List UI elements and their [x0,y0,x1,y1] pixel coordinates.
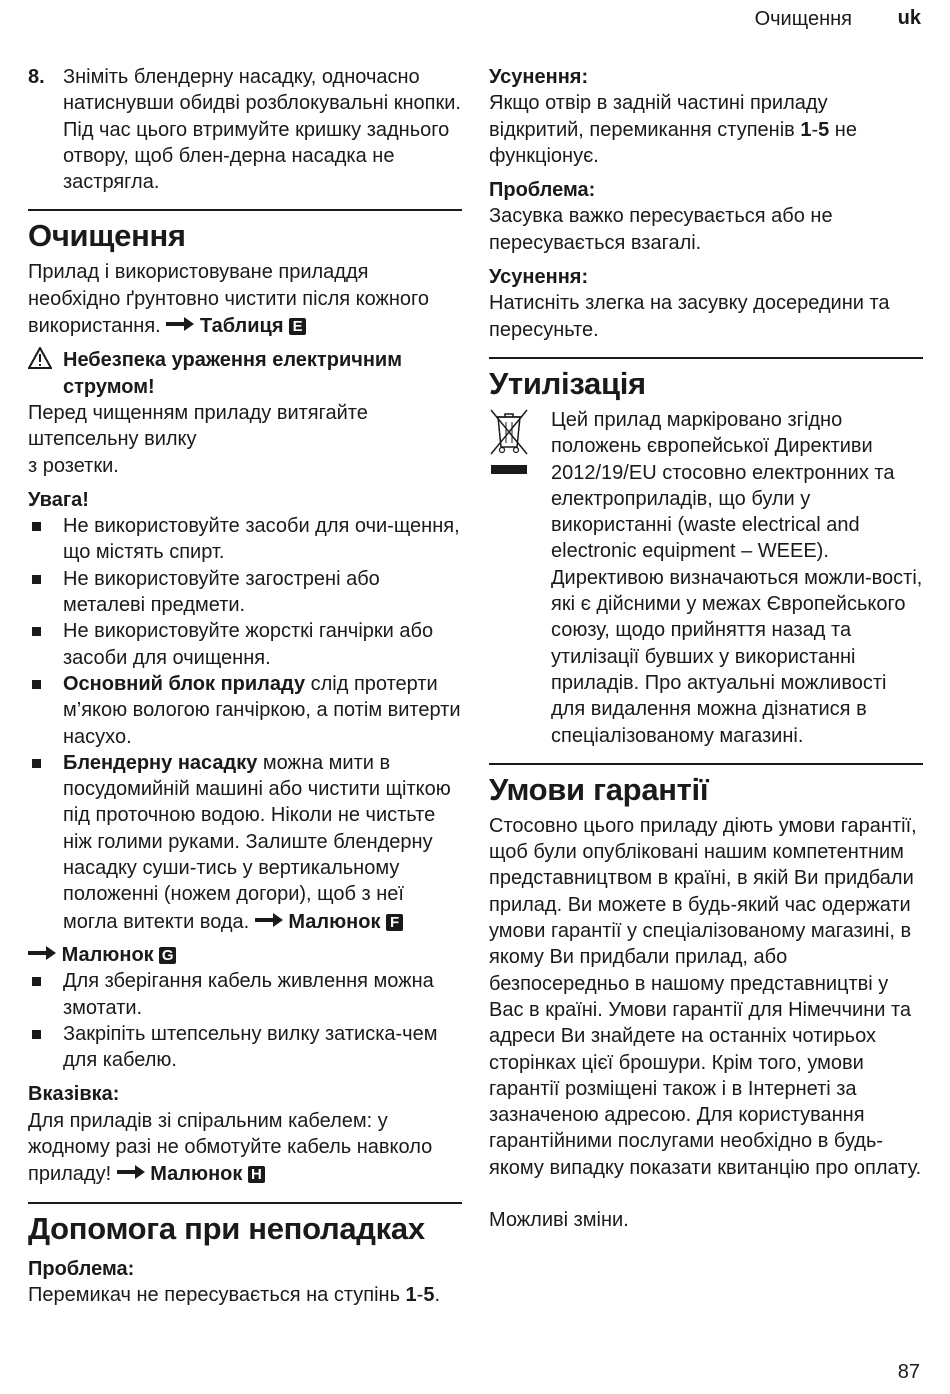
note-label: Вказівка: [28,1083,120,1106]
problem-label: Проблема: [489,179,596,202]
note-text: Для приладів зі спіральним кабелем: у жодному разі не обмотуйте кабель навколо приладу! Малюнок H [28,1109,433,1186]
cleaning-heading: Очищення [28,218,186,254]
problem-text: Перемикач не пересувається на ступінь 1-5. [28,1283,441,1306]
bullet-square-icon [32,575,41,584]
bullet-square-icon [32,977,41,986]
arrow-right-icon [117,1160,145,1186]
fix-text: Натисніть злегка на засувку досередини та пересуньте. [489,292,890,341]
figure-g-line [28,941,462,968]
step-number: 8. [28,66,45,88]
step-text: Зніміть блендерну насадку, одночасно натиснувши обидві розблокувальні кнопки. Під час цього втримуйте кришку заднього отвору, щоб блен-дерна насадка не застрягла. [63,66,461,194]
section-rule [28,1202,462,1204]
danger-text-1: Перед чищенням приладу витягайте штепсельну вилку [28,401,368,451]
section-rule [489,763,923,765]
header-title: Очищення [754,8,852,30]
left-column [28,64,462,1308]
bullet-square-icon [32,1030,41,1039]
page-number: 87 [897,1361,920,1383]
arrow-right-icon [255,908,283,934]
list-item: Для зберігання кабель живлення можна змотати. [28,968,462,1021]
fix-label: Усунення: [489,266,589,289]
bullet-square-icon [32,522,41,531]
section-rule [28,209,462,211]
header-language: uk [897,7,921,29]
figure-reference: Малюнок [288,910,381,933]
bullet-square-icon [32,627,41,636]
storage-list [28,968,462,1073]
figure-badge: F [386,914,403,931]
problem-label: Проблема: [28,1257,135,1280]
attention-label: Увага! [28,488,89,511]
bullet-square-icon [32,759,41,768]
list-item: Блендерну насадку можна мити в посудомийній машині або чистити щіткою під проточною водою. Ніколи не чистьте ніж голими руками. Залиште блендерну насадку суши-тись у вертикальному положенні (ножем догори), щоб з неї могла витекти вода. Малюнок F [28,750,462,935]
list-item: Закріпіть штепсельну вилку затиска-чем для кабелю. [28,1021,462,1074]
table-badge: E [289,318,306,335]
warranty-text: Стосовно цього приладу діють умови гарантії, щоб були опубліковані нашим компетентним представництвом в країні, в якій Ви придбали прилад. Ви можете в будь-який час одержати умови гарантії у спеціалізованому магазині, в якому Ви придбали прилад, або безпосередньо в нашому представництві у Вас в країні. Умови гарантії для Німеччини та адреси Ви знайдете на останніх чотирьох сторінках цієї брошури. Крім того, умови гарантії розміщені також і в Інтернеті за зазначеною адресою. Для користування гарантійними послугами необхідно в будь-якому випадку показати квитанцію про оплату. [489,814,922,1179]
list-item: Основний блок приладу слід протерти м’якою вологою ганчіркою, а потім витерти насухо. [28,671,462,750]
list-item: Не використовуйте жорсткі ганчірки або засоби для очищення. [28,618,462,671]
section-rule [489,357,923,359]
table-reference: Таблиця [199,315,284,338]
cleaning-intro: Прилад і використовуване приладдя необхідно ґрунтовно чистити після кожного використання. Таблиця E [28,261,430,338]
figure-badge: G [159,947,176,964]
fix-text: Якщо отвір в задній частині приладу відкритий, перемикання ступенів 1-5 не функціонує. [489,92,857,167]
list-item: Не використовуйте засоби для очи-щення, що містять спирт. [28,513,462,566]
fix-label: Усунення: [489,66,589,88]
warranty-heading: Умови гарантії [489,771,709,807]
danger-title: Небезпека ураження електричним струмом! [63,349,403,398]
disposal-heading: Утилізація [489,365,646,401]
disposal-block [489,407,923,749]
warning-triangle-icon [28,347,63,400]
figure-reference: Малюнок [150,1163,243,1186]
cleaning-list [28,513,462,935]
list-item: Не використовуйте загострені або металеві предмети. [28,566,462,619]
right-column [489,64,923,1233]
figure-reference: Малюнок [61,943,154,966]
danger-warning [28,347,462,400]
arrow-right-icon [28,941,56,967]
arrow-right-icon [166,312,194,338]
step-8 [28,64,462,195]
troubleshooting-heading: Допомога при неполадках [28,1210,425,1246]
crossed-out-wheelie-bin-icon [489,407,551,749]
changes-note: Можливі зміни. [489,1208,629,1231]
danger-text-2: з розетки. [28,454,119,477]
problem-text: Засувка важко пересувається або не пересувається взагалі. [489,205,833,254]
bullet-square-icon [32,680,41,689]
disposal-text: Цей прилад маркіровано згідно положень європейської Директиви 2012/19/EU стосовно електронних та електроприладів, що були у використанні (waste electrical and electronic equipment – WEEE). Директивою визначаються можли-вості, які є дійсними у межах Європейського союзу, щодо прийняття назад та утилізації бувших у використанні приладів. Про актуальні можливості для видалення можна дізнатися в спеціалізованому магазині. [551,408,923,747]
figure-badge: H [248,1166,265,1183]
